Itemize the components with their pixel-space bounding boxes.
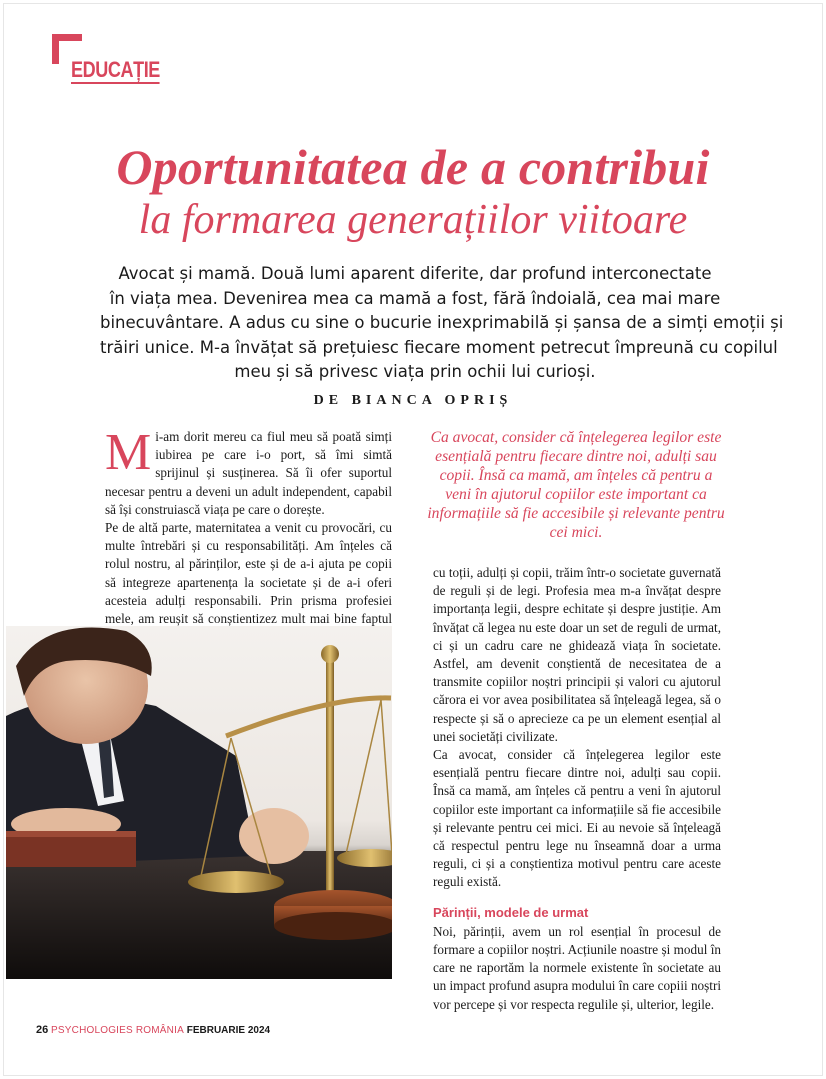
- subheading: Părinții, modele de urmat: [433, 904, 589, 920]
- body-paragraph: [105, 424, 392, 519]
- issue-date: FEBRUARIE 2024: [186, 1025, 271, 1036]
- byline: DE BIANCA OPRIȘ: [313, 393, 513, 408]
- scales-beam: [226, 698, 391, 736]
- photo-illustration: [6, 626, 392, 979]
- body-paragraph: cu toții, adulți și copii, trăim într-o societate guvernată de reguli și de legi. Profesia mea m-a învățat despre importanța legii, despre echitate și despre justiție. Am învățat că legea nu este doar un set de reguli de urmat, ci și un cadru care ne ghidează viața în societate. Astfel, am devenit conștientă de necesitatea de a transmite copiilor noștri principii și valori cu ajutorul cărora ei vor avea posibilitatea să înțeleagă legea, să o respecte și să o aprecieze ca pe un element esențial al unei societăți civilizate.: [433, 565, 721, 744]
- boy-right-hand: [239, 808, 309, 864]
- scales-pillar: [326, 656, 334, 896]
- headline-line-1: Oportunitatea de a contribui: [116, 139, 710, 195]
- body-column-right: [433, 564, 721, 1014]
- lead-line: în viața mea. Devenirea mea ca mamă a fost, fără îndoială, cea mai mare: [109, 288, 721, 308]
- article-photo-child-with-scales: [6, 626, 392, 979]
- pull-quote: Ca avocat, consider că înțelegerea legilor este esențială pentru fiecare dintre noi, adulți sau copii. Însă ca mamă, am înțeles că pentru a veni în ajutorul copiilor este important ca informațiile să fie accesibile și relevante pentru cei mici.: [427, 429, 725, 541]
- lead-line: Avocat și mamă. Două lumi aparent diferite, dar profund interconectate: [118, 264, 712, 283]
- body-paragraph: Pe de altă parte, maternitatea a venit cu provocări, cu multe întrebări și cu responsabilități. Am înțeles că rolul nostru, al părinților, este și de a-i ajuta pe copii să integreze apartenența la societate și de a-i oferi acesteia adulți responsabili. Prin prisma profesiei mele, am reușit să conștientizez mult mai bine faptul: [105, 520, 392, 627]
- body-paragraph: Noi, părinții, avem un rol esențial în procesul de formare a copiilor noștri. Acțiunile noastre și modul în care ne raportăm la normele existente în societate au un impact profund asupra modului în care copiii noștri vor percepe și vor respecta regulile și, ulterior, legile.: [433, 923, 721, 1012]
- lead-line: trăiri unice. M-a învățat să prețuiesc fiecare moment petrecut împreună cu copilul: [100, 337, 778, 357]
- lead-line: meu și să privesc viața prin ochii lui curioși.: [234, 362, 596, 381]
- body-paragraph: Ca avocat, consider că înțelegerea legilor este esențială pentru fiecare dintre noi, adulți sau copii. Însă ca mamă, am înțeles că pentru a veni în ajutorul copiilor este important ca informațiile să fie accesibile și relevante pentru cei mici. Ei au nevoie să înțeleagă că respectul pentru lege nu înseamnă doar a urma reguli, ci și a conștientiza motivul pentru care aceste reguli există.: [433, 747, 721, 890]
- section-label: EDUCAȚIE: [71, 57, 160, 82]
- drop-cap: M: [105, 424, 152, 481]
- lead-line: binecuvântare. A adus cu sine o bucurie inexprimabilă și șansa de a simți emoții și: [100, 313, 784, 332]
- lead-paragraph: [100, 262, 784, 385]
- body-column-left: [105, 424, 392, 646]
- publication-name: PSYCHOLOGIES ROMÂNIA: [51, 1025, 184, 1036]
- headline-line-2: la formarea generațiilor viitoare: [138, 197, 688, 243]
- page-footer: [36, 1024, 270, 1036]
- body-paragraph-text: i-am dorit mereu ca fiul meu să poată simți iubirea pe care i-o port, să îmi simtă sprijinul și susținerea. Să îi ofer suportul necesar pentru a deveni un adult independent, capabil să își construiască viața pe care o dorește.: [105, 429, 392, 517]
- scales-left-pan: [188, 871, 284, 893]
- page-number: 26: [36, 1024, 49, 1036]
